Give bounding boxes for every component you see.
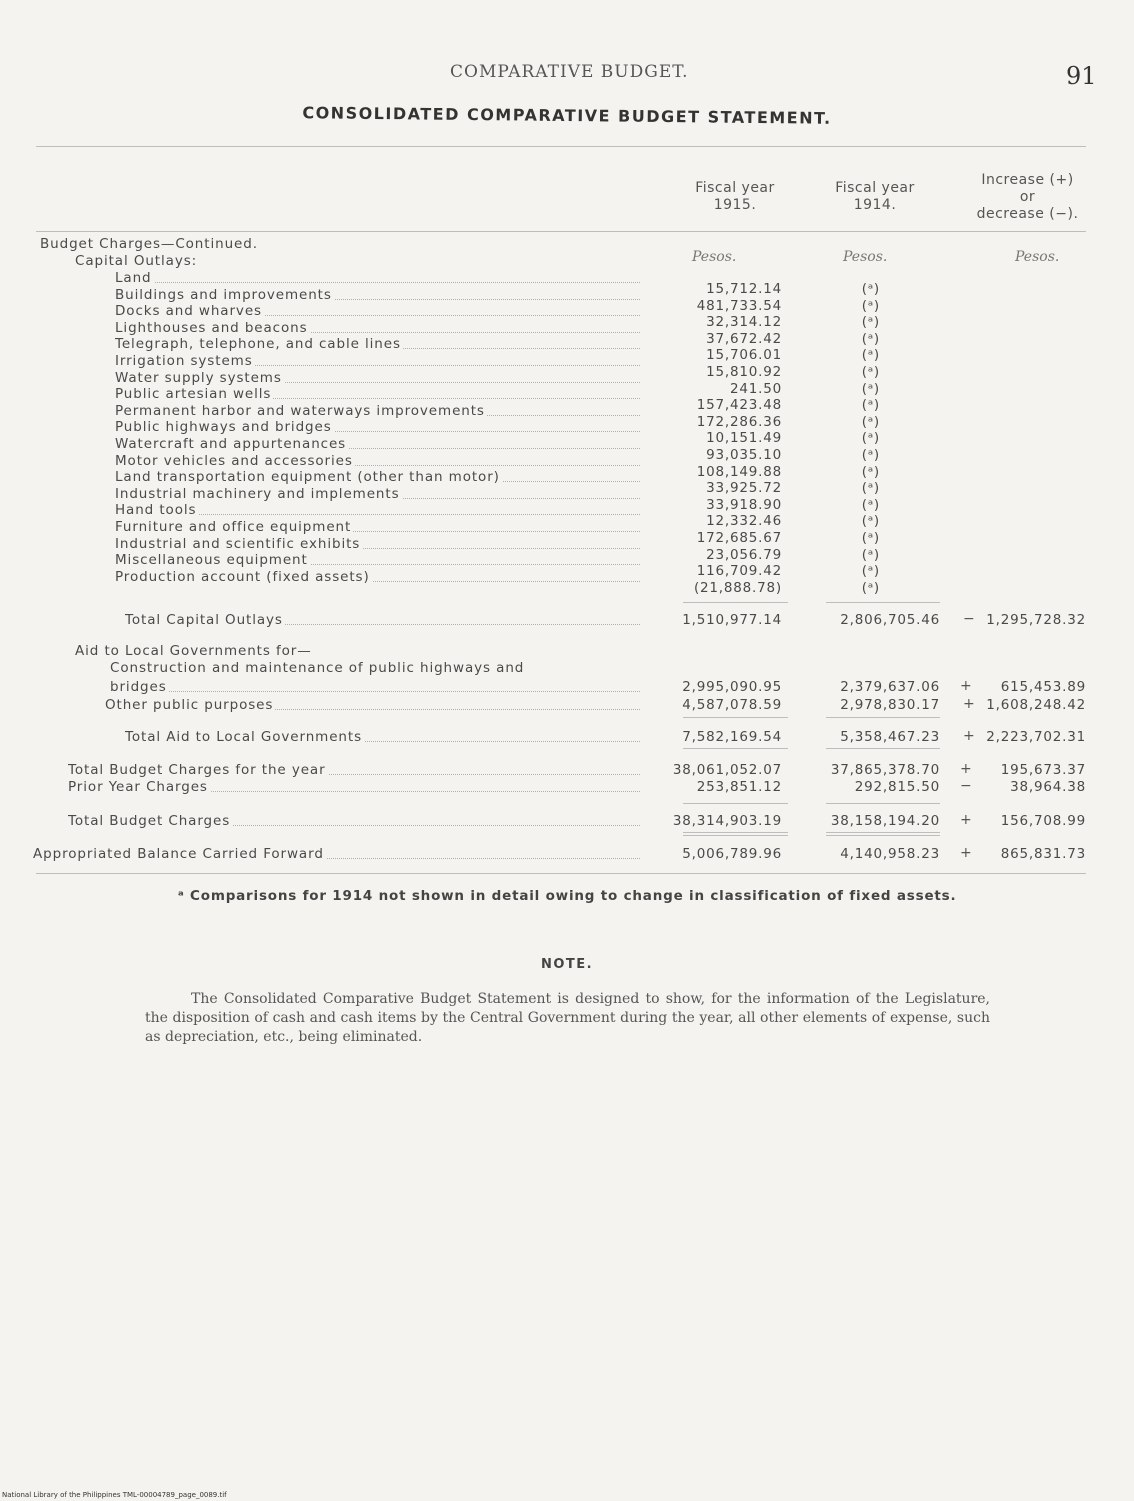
capital-item-row (115, 287, 640, 304)
capital-item-row (115, 320, 640, 337)
capital-item-1915: (21,888.78) (693, 579, 782, 596)
capital-item-row-label: Public artesian wells (115, 386, 272, 403)
capital-item-row-label: Buildings and improvements (115, 286, 332, 303)
capital-item-row-label: Motor vehicles and accessories (115, 452, 353, 469)
capital-item-row (115, 502, 640, 519)
total-change: 2,223,702.31 (986, 729, 1086, 745)
total-row (110, 679, 640, 696)
total-change: 1,608,248.42 (986, 697, 1086, 713)
page-title: CONSOLIDATED COMPARATIVE BUDGET STATEMENT. (302, 103, 832, 128)
total-1914: 5,358,467.23 (840, 729, 940, 745)
capital-item-row (115, 270, 640, 287)
total-row-label: Other public purposes (105, 697, 274, 713)
aid-rule-1915 (683, 717, 788, 718)
total-row-label: bridges (110, 679, 167, 695)
total-row (125, 612, 640, 629)
capital-item-1915: 108,149.88 (696, 463, 782, 480)
total-row (33, 846, 640, 863)
total-1914: 292,815.50 (854, 779, 940, 795)
capital-item-1914: (ᵃ) (861, 413, 880, 430)
aid-total-rule-1915 (683, 748, 788, 749)
units-label-1914: Pesos. (843, 249, 888, 265)
total-1915: 5,006,789.96 (682, 846, 782, 862)
total-double-rule-1914-b (826, 835, 940, 836)
capital-item-row (115, 386, 640, 403)
capital-item-1915: 15,706.01 (706, 347, 782, 364)
change-sign: + (960, 845, 972, 861)
capital-item-1914: (ᵃ) (861, 364, 880, 380)
change-sign: − (963, 611, 975, 627)
total-change: 865,831.73 (1000, 846, 1086, 862)
total-1915: 4,587,078.59 (682, 697, 782, 713)
capital-item-1914: (ᵃ) (861, 330, 880, 347)
capital-item-1914: (ᵃ) (861, 281, 880, 297)
bottom-rule (36, 873, 1086, 874)
capital-item-1914: (ᵃ) (861, 546, 880, 563)
change-sign: + (960, 678, 972, 694)
capital-item-row-label: Watercraft and appurtenances (115, 436, 347, 452)
change-sign: + (960, 812, 972, 828)
top-rule (36, 146, 1086, 147)
capital-item-row-label: Docks and wharves (115, 303, 262, 320)
total-1915: 38,061,052.07 (672, 762, 782, 778)
page-number: 91 (1066, 62, 1097, 90)
capital-item-1915: 15,810.92 (706, 364, 782, 380)
capital-item-row-label: Industrial and scientific exhibits (115, 535, 361, 552)
total-row (68, 779, 640, 796)
total-1914: 2,379,637.06 (840, 679, 940, 695)
capital-item-row-label: Irrigation systems (115, 353, 253, 369)
capital-item-row-label: Industrial machinery and implements (115, 485, 400, 502)
capital-item-row-label: Furniture and office equipment (115, 519, 352, 535)
section-aid-local-governments: Aid to Local Governments for— (75, 643, 312, 659)
subtotal-rule-1914 (826, 602, 940, 603)
capital-item-row-label: Hand tools (115, 502, 197, 519)
total-1914: 37,865,378.70 (830, 762, 940, 778)
capital-item-1914: (ᵃ) (861, 347, 880, 364)
note-paragraph: The Consolidated Comparative Budget Statement is designed to show, for the information of the Legislature, the disposition of cash and cash items by the Central Government during the year, all other elements of expense, such as depreciation, etc., being eliminated. (145, 991, 990, 1045)
capital-item-row-label: Lighthouses and beacons (115, 319, 308, 336)
capital-item-row-label: Telegraph, telephone, and cable lines (115, 336, 401, 353)
capital-item-row (115, 486, 640, 503)
capital-item-1915: 172,286.36 (696, 413, 782, 430)
section-capital-outlays: Capital Outlays: (75, 253, 198, 269)
subtotal-rule-1915 (683, 602, 788, 603)
capital-item-1914: (ᵃ) (861, 480, 880, 497)
capital-item-row (115, 336, 640, 353)
total-1915: 253,851.12 (696, 779, 782, 795)
capital-item-1914: (ᵃ) (861, 530, 880, 546)
capital-item-1915: 12,332.46 (706, 513, 782, 530)
capital-item-1914: (ᵃ) (861, 297, 880, 314)
capital-item-1914: (ᵃ) (861, 579, 880, 596)
column-header-change: Increase (+) or decrease (−). (976, 172, 1079, 222)
total-row-label: Total Capital Outlays (125, 612, 283, 628)
capital-item-1915: 10,151.49 (706, 430, 782, 447)
capital-item-row (115, 370, 640, 387)
total-row (105, 697, 640, 714)
total-change: 1,295,728.32 (986, 612, 1086, 628)
total-1914: 2,806,705.46 (840, 612, 940, 628)
change-sign: + (963, 696, 975, 712)
capital-item-row (115, 569, 640, 586)
total-row (125, 729, 640, 746)
capital-item-row (115, 519, 640, 536)
capital-item-row-label: Public highways and bridges (115, 419, 332, 436)
units-label-1915: Pesos. (692, 249, 737, 265)
section-budget-charges: Budget Charges—Continued. (40, 236, 258, 252)
capital-item-row-label: Land transportation equipment (other than motor) (115, 469, 500, 486)
capital-item-row (115, 403, 640, 420)
total-row-label: Total Budget Charges (68, 813, 231, 829)
section-construction-label: Construction and maintenance of public highways and (110, 660, 525, 676)
capital-item-row-label: Production account (fixed assets) (115, 568, 370, 585)
note-heading: NOTE. (540, 957, 594, 972)
capital-item-row (115, 469, 640, 486)
capital-item-1914: (ᵃ) (861, 447, 880, 463)
capital-item-1914: (ᵃ) (861, 430, 880, 447)
capital-item-1914: (ᵃ) (861, 463, 880, 480)
header-rule (36, 231, 1086, 232)
capital-item-row (115, 436, 640, 453)
units-label-change: Pesos. (1015, 249, 1060, 265)
capital-item-1915: 32,314.12 (706, 314, 782, 331)
capital-item-1914: (ᵃ) (861, 496, 880, 513)
capital-item-1915: 116,709.42 (696, 563, 782, 580)
total-row (68, 813, 640, 830)
column-header-1915: Fiscal year 1915. (695, 180, 775, 213)
running-head: COMPARATIVE BUDGET. (450, 62, 689, 82)
total-change: 38,964.38 (1010, 779, 1086, 795)
total-1915: 38,314,903.19 (672, 813, 782, 829)
image-credit: National Library of the Philippines TML-00004789_page_0089.tif (2, 1491, 227, 1499)
change-sign: + (960, 761, 972, 777)
capital-item-1915: 157,423.48 (696, 397, 782, 414)
capital-item-1914: (ᵃ) (861, 397, 880, 414)
capital-item-1914: (ᵃ) (861, 513, 880, 530)
capital-item-row (115, 353, 640, 370)
capital-item-row-label: Water supply systems (115, 369, 282, 386)
total-double-rule-1915-b (683, 835, 788, 836)
capital-item-row-label: Miscellaneous equipment (115, 552, 308, 569)
total-1915: 2,995,090.95 (682, 679, 782, 695)
capital-item-row (115, 419, 640, 436)
capital-item-row (115, 536, 640, 553)
capital-item-1914: (ᵃ) (861, 380, 880, 397)
column-header-1914: Fiscal year 1914. (835, 180, 915, 213)
total-change: 156,708.99 (1000, 813, 1086, 829)
charges-rule-1914 (826, 803, 940, 804)
capital-item-1915: 23,056.79 (706, 546, 782, 563)
total-double-rule-1915 (683, 832, 788, 833)
capital-item-1915: 37,672.42 (706, 330, 782, 347)
total-row (68, 762, 640, 779)
capital-item-1915: 481,733.54 (696, 297, 782, 314)
capital-item-row-label: Permanent harbor and waterways improvements (115, 402, 485, 419)
total-1914: 38,158,194.20 (830, 813, 940, 829)
total-row-label: Appropriated Balance Carried Forward (33, 846, 324, 862)
aid-rule-1914 (826, 717, 940, 718)
total-change: 195,673.37 (1000, 762, 1086, 778)
total-1915: 1,510,977.14 (682, 612, 782, 628)
capital-item-1915: 241.50 (729, 380, 782, 397)
total-change: 615,453.89 (1000, 679, 1086, 695)
aid-total-rule-1914 (826, 748, 940, 749)
capital-item-1915: 15,712.14 (706, 281, 782, 297)
total-1915: 7,582,169.54 (682, 729, 782, 745)
capital-item-row-label: Land (115, 270, 152, 286)
footnote: ᵃ Comparisons for 1914 not shown in detail owing to change in classification of fixed assets. (177, 888, 957, 904)
capital-item-1914: (ᵃ) (861, 563, 880, 580)
capital-item-1915: 172,685.67 (696, 530, 782, 546)
total-1914: 4,140,958.23 (840, 846, 940, 862)
change-sign: − (960, 778, 972, 794)
total-1914: 2,978,830.17 (840, 697, 940, 713)
capital-item-1914: (ᵃ) (861, 314, 880, 331)
capital-item-row (115, 453, 640, 470)
capital-item-row (115, 303, 640, 320)
capital-item-1915: 33,925.72 (706, 480, 782, 497)
capital-item-1915: 93,035.10 (706, 447, 782, 463)
capital-item-1915: 33,918.90 (706, 496, 782, 513)
charges-rule-1915 (683, 803, 788, 804)
total-row-label: Total Budget Charges for the year (68, 762, 326, 778)
capital-item-row (115, 552, 640, 569)
total-row-label: Prior Year Charges (68, 779, 208, 795)
total-row-label: Total Aid to Local Governments (125, 729, 363, 745)
change-sign: + (963, 728, 975, 744)
total-double-rule-1914 (826, 832, 940, 833)
